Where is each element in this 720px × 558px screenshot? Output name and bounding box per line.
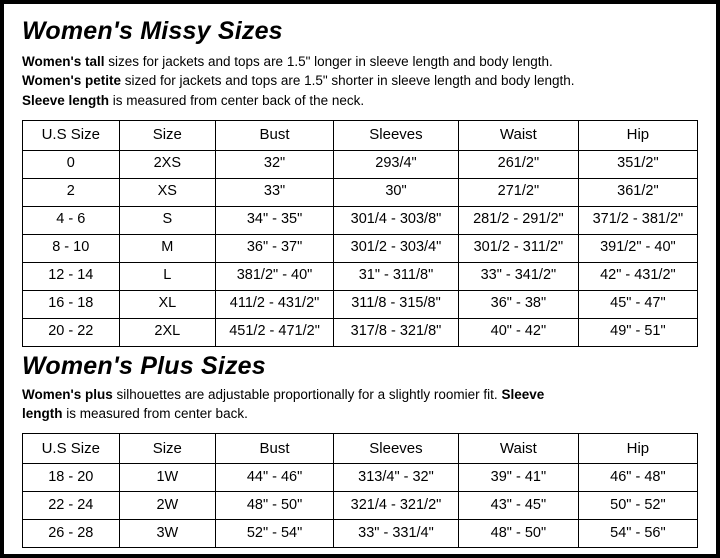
missy-cell-hip-5: 45" - 47" bbox=[578, 290, 697, 318]
missy-cell-sleeves-3: 301/2 - 303/4" bbox=[333, 234, 458, 262]
plus-header-sleeves: Sleeves bbox=[333, 434, 458, 464]
plus-cell-size-2: 3W bbox=[119, 520, 216, 548]
missy-cell-size-4: L bbox=[119, 262, 216, 290]
missy-cell-sleeves-4: 31" - 311/8" bbox=[333, 262, 458, 290]
missy-cell-size-3: M bbox=[119, 234, 216, 262]
plus-note-1-bold: Women's plus bbox=[22, 386, 113, 402]
plus-section-title: Women's Plus Sizes bbox=[22, 351, 266, 380]
table-row bbox=[23, 150, 698, 178]
plus-cell-us-1: 22 - 24 bbox=[23, 492, 120, 520]
plus-cell-hip-1: 50" - 52" bbox=[578, 492, 697, 520]
missy-note-line-1 bbox=[22, 54, 553, 69]
plus-table-body bbox=[23, 464, 698, 548]
missy-cell-sleeves-1: 30" bbox=[333, 178, 458, 206]
plus-table-head bbox=[23, 434, 698, 464]
plus-cell-sleeves-1: 321/4 - 321/2" bbox=[333, 492, 458, 520]
missy-cell-bust-4: 381/2" - 40" bbox=[216, 262, 334, 290]
missy-cell-size-2: S bbox=[119, 206, 216, 234]
missy-header-bust: Bust bbox=[216, 120, 334, 150]
missy-header-size: Size bbox=[119, 120, 216, 150]
table-row bbox=[23, 206, 698, 234]
table-row bbox=[23, 520, 698, 548]
plus-header-hip: Hip bbox=[578, 434, 697, 464]
missy-table-head bbox=[23, 120, 698, 150]
missy-cell-us-6: 20 - 22 bbox=[23, 318, 120, 346]
missy-header-sleeves: Sleeves bbox=[333, 120, 458, 150]
missy-cell-hip-3: 391/2" - 40" bbox=[578, 234, 697, 262]
plus-header-waist: Waist bbox=[458, 434, 578, 464]
size-chart-content bbox=[4, 4, 716, 548]
missy-cell-size-6: 2XL bbox=[119, 318, 216, 346]
missy-size-table bbox=[22, 120, 698, 347]
plus-cell-us-2: 26 - 28 bbox=[23, 520, 120, 548]
table-row bbox=[23, 262, 698, 290]
plus-size-table bbox=[22, 433, 698, 548]
missy-table-body bbox=[23, 150, 698, 346]
missy-cell-hip-6: 49" - 51" bbox=[578, 318, 697, 346]
missy-cell-waist-4: 33" - 341/2" bbox=[458, 262, 578, 290]
missy-cell-us-2: 4 - 6 bbox=[23, 206, 120, 234]
missy-cell-hip-1: 361/2" bbox=[578, 178, 697, 206]
plus-cell-bust-0: 44" - 46" bbox=[216, 464, 334, 492]
missy-cell-us-3: 8 - 10 bbox=[23, 234, 120, 262]
plus-cell-size-1: 2W bbox=[119, 492, 216, 520]
plus-cell-waist-1: 43" - 45" bbox=[458, 492, 578, 520]
plus-note-1-bold2: Sleeve bbox=[501, 386, 545, 402]
plus-cell-hip-2: 54" - 56" bbox=[578, 520, 697, 548]
missy-cell-us-4: 12 - 14 bbox=[23, 262, 120, 290]
plus-header-size: Size bbox=[119, 434, 216, 464]
missy-note-line-2 bbox=[22, 73, 575, 88]
missy-cell-hip-2: 371/2 - 381/2" bbox=[578, 206, 697, 234]
plus-note-2-rest: is measured from center back. bbox=[62, 406, 248, 422]
table-row bbox=[23, 234, 698, 262]
plus-header-row bbox=[23, 434, 698, 464]
missy-cell-waist-2: 281/2 - 291/2" bbox=[458, 206, 578, 234]
missy-note-1-bold: Women's tall bbox=[22, 54, 105, 70]
missy-cell-sleeves-0: 293/4" bbox=[333, 150, 458, 178]
missy-header-waist: Waist bbox=[458, 120, 578, 150]
plus-cell-size-0: 1W bbox=[119, 464, 216, 492]
missy-note-3-bold: Sleeve length bbox=[22, 92, 110, 108]
plus-cell-waist-0: 39" - 41" bbox=[458, 464, 578, 492]
missy-header-us-size: U.S Size bbox=[23, 120, 120, 150]
plus-cell-us-0: 18 - 20 bbox=[23, 464, 120, 492]
missy-cell-us-0: 0 bbox=[23, 150, 120, 178]
missy-header-hip: Hip bbox=[578, 120, 697, 150]
missy-cell-sleeves-5: 311/8 - 315/8" bbox=[333, 290, 458, 318]
missy-cell-us-1: 2 bbox=[23, 178, 120, 206]
plus-note-2-bold: length bbox=[22, 406, 63, 422]
missy-header-row bbox=[23, 120, 698, 150]
missy-note-2-rest: sized for jackets and tops are 1.5" shorter in sleeve length and body length. bbox=[120, 73, 575, 89]
missy-cell-bust-1: 33" bbox=[216, 178, 334, 206]
plus-cell-bust-1: 48" - 50" bbox=[216, 492, 334, 520]
missy-cell-bust-6: 451/2 - 471/2" bbox=[216, 318, 334, 346]
table-row bbox=[23, 464, 698, 492]
missy-cell-bust-0: 32" bbox=[216, 150, 334, 178]
table-row bbox=[23, 290, 698, 318]
missy-cell-sleeves-2: 301/4 - 303/8" bbox=[333, 206, 458, 234]
plus-cell-sleeves-0: 313/4" - 32" bbox=[333, 464, 458, 492]
missy-note-1-rest: sizes for jackets and tops are 1.5" longer in sleeve length and body length. bbox=[104, 54, 553, 70]
missy-cell-bust-3: 36" - 37" bbox=[216, 234, 334, 262]
missy-cell-bust-5: 411/2 - 431/2" bbox=[216, 290, 334, 318]
missy-cell-size-1: XS bbox=[119, 178, 216, 206]
table-row bbox=[23, 178, 698, 206]
missy-cell-waist-3: 301/2 - 311/2" bbox=[458, 234, 578, 262]
plus-note-1-rest: silhouettes are adjustable proportionally for a slightly roomier fit. bbox=[112, 386, 502, 402]
table-row bbox=[23, 318, 698, 346]
missy-cell-hip-4: 42" - 431/2" bbox=[578, 262, 697, 290]
missy-cell-hip-0: 351/2" bbox=[578, 150, 697, 178]
plus-notes bbox=[22, 385, 698, 423]
missy-cell-us-5: 16 - 18 bbox=[23, 290, 120, 318]
missy-note-3-rest: is measured from center back of the neck. bbox=[109, 92, 365, 108]
missy-note-line-3 bbox=[22, 93, 364, 108]
missy-note-2-bold: Women's petite bbox=[22, 73, 121, 89]
missy-cell-waist-0: 261/2" bbox=[458, 150, 578, 178]
plus-cell-sleeves-2: 33" - 331/4" bbox=[333, 520, 458, 548]
plus-cell-bust-2: 52" - 54" bbox=[216, 520, 334, 548]
plus-cell-hip-0: 46" - 48" bbox=[578, 464, 697, 492]
missy-section-title: Women's Missy Sizes bbox=[22, 17, 283, 45]
missy-cell-bust-2: 34" - 35" bbox=[216, 206, 334, 234]
plus-header-bust: Bust bbox=[216, 434, 334, 464]
missy-cell-waist-6: 40" - 42" bbox=[458, 318, 578, 346]
missy-cell-waist-5: 36" - 38" bbox=[458, 290, 578, 318]
missy-cell-sleeves-6: 317/8 - 321/8" bbox=[333, 318, 458, 346]
plus-header-us-size: U.S Size bbox=[23, 434, 120, 464]
missy-cell-waist-1: 271/2" bbox=[458, 178, 578, 206]
missy-cell-size-5: XL bbox=[119, 290, 216, 318]
missy-cell-size-0: 2XS bbox=[119, 150, 216, 178]
missy-notes bbox=[22, 52, 698, 109]
table-row bbox=[23, 492, 698, 520]
plus-cell-waist-2: 48" - 50" bbox=[458, 520, 578, 548]
